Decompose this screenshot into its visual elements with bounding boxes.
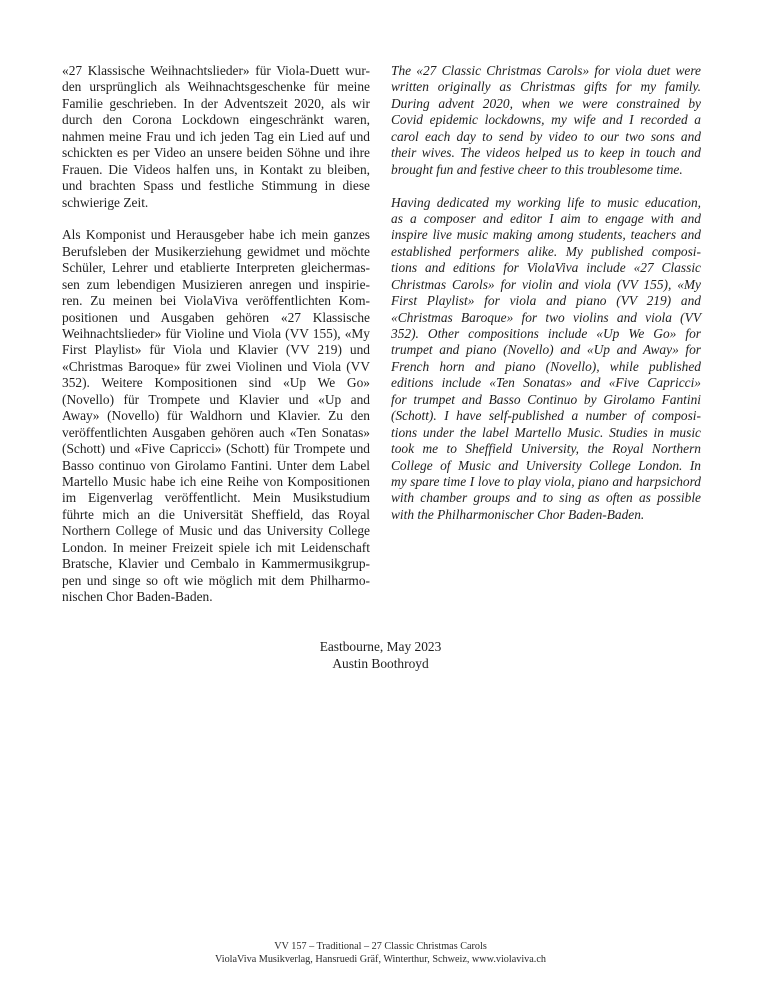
text-line: with the Philharmonischer Chor Baden-Baden. [391, 506, 645, 522]
text-line: Northern College of Music und das University College [62, 523, 370, 539]
text-line: Basso continuo von Girolamo Fantini. Unter dem Label [62, 457, 370, 473]
footer-edition-line: VV 157 – Traditional – 27 Classic Christmas Carols [274, 941, 487, 952]
text-line: with chamber groups and to sing as often as possible [391, 490, 701, 506]
text-line: London. In meiner Freizeit spiele ich mit Leidenschaft [62, 539, 370, 555]
text-line: editions include «Ten Sonatas» and «Five Capricci» [391, 375, 701, 391]
text-line: Frauen. Die Videos halfen uns, in Kontakt zu bleiben, [62, 161, 370, 177]
text-line: brought fun and festive cheer to this troublesome time. [391, 161, 683, 177]
text-line: College of Music and University College London. In [391, 457, 701, 473]
text-line: sen zum lebendigen Musizieren anregen und inspirie- [62, 276, 370, 292]
signature-place-date: Eastbourne, May 2023 [319, 639, 442, 654]
text-line: und brachten Spass und festliche Stimmung in diese [62, 178, 370, 194]
text-line: im Eigenverlag veröffentlicht. Mein Musikstudium [62, 490, 370, 506]
text-line: inspire live music making among students, teachers and [391, 227, 701, 243]
text-line: durch den Corona Lockdown eingeschränkt waren, [62, 112, 370, 128]
text-line: for trumpet and Basso Continuo by Girolamo Fantini [391, 391, 701, 407]
german-paragraph [62, 227, 370, 605]
text-line: Familie geschrieben. In der Adventszeit 2020, als wir [62, 95, 370, 111]
text-line: French horn and piano (Novello), while published [391, 358, 701, 374]
text-line: «Christmas Baroque» für zwei Violinen und Viola (VV [62, 358, 370, 374]
text-line: established performers alike. My published composi- [391, 243, 701, 259]
german-paragraph [62, 63, 370, 211]
text-line: Covid epidemic lockdowns, my wife and I recorded a [391, 112, 701, 128]
text-line: pen und singe so oft wie möglich mit dem Philharmo- [62, 572, 370, 588]
text-line: took me to Sheffield University, the Royal Northern [391, 441, 701, 457]
text-line: schickten es per Video an unsere beiden Söhne und ihre [62, 145, 370, 161]
text-line: carol each day to send by video to our two sons and [391, 128, 701, 144]
text-line: «27 Klassische Weihnachtslieder» für Viola-Duett wur- [62, 63, 370, 78]
text-line: 352). Weitere Kompositionen sind «Up We Go» [62, 375, 370, 391]
text-line: tions and editions for ViolaViva include «27 Classic [391, 260, 701, 276]
text-line: The «27 Classic Christmas Carols» for viola duet were [391, 63, 701, 78]
english-paragraph [391, 195, 701, 524]
text-line: nischen Chor Baden-Baden. [62, 589, 213, 604]
text-line: (Schott). I have self-published a number of composi- [391, 408, 701, 424]
text-line: positionen und Ausgaben gehören «27 Klassische [62, 309, 370, 325]
text-line: ren. Zu meinen bei ViolaViva veröffentlichten Kom- [62, 293, 370, 309]
text-line: Away» (Novello) für Waldhorn und Klavier. Zu den [62, 408, 370, 424]
text-line: führte mich an die Universität Sheffield, das Royal [62, 506, 370, 522]
text-line: Schüler, Lehrer und etablierte Interpreten gleichermas- [62, 260, 370, 276]
text-line: written originally as Christmas gifts for my family. [391, 79, 701, 95]
text-line: Christmas Carols» for violin and viola (VV 155), «My [391, 276, 701, 292]
signature-author: Austin Boothroyd [332, 655, 429, 671]
text-line: During advent 2020, when we were constrained by [391, 95, 701, 111]
text-line: 352). Other compositions include «Up We Go» for [391, 326, 701, 341]
text-line: First Playlist» für Viola und Klavier (VV 219) und [62, 342, 370, 358]
text-line: Als Komponist und Herausgeber habe ich mein ganzes [62, 227, 370, 243]
text-line: trumpet and piano (Novello) and «Up and Away» for [391, 342, 701, 358]
english-paragraph [391, 63, 701, 178]
page-footer [0, 941, 761, 966]
text-line: as a composer and editor I aim to engage with and [391, 210, 701, 226]
text-line: (Schott) und «Five Capricci» (Schott) für Trompete und [62, 441, 370, 457]
text-line: (Novello) für Trompete und Klavier und «Up and [62, 391, 370, 407]
text-line: schwierige Zeit. [62, 194, 149, 210]
text-line: Having dedicated my working life to music education, [391, 194, 701, 210]
text-line: my spare time I love to play viola, piano and harpsichord [391, 473, 701, 489]
german-text-column [62, 63, 370, 622]
text-line: tions under the label Martello Music. Studies in music [391, 424, 701, 440]
text-line: veröffentlichten Ausgaben gehören auch «Ten Sonatas» [62, 424, 370, 440]
text-line: Martello Music habe ich eine Reihe von Kompositionen [62, 473, 370, 489]
footer-publisher-line: ViolaViva Musikverlag, Hansruedi Gräf, Winterthur, Schweiz, www.violaviva.ch [215, 953, 546, 965]
text-line: nahmen meine Frau und ich jeden Tag ein Lied auf und [62, 128, 370, 144]
text-line: Bratsche, Klavier und Cembalo in Kammermusikgrup- [62, 556, 370, 572]
signature-block [0, 639, 761, 672]
text-line: their wives. The videos helped us to keep in touch and [391, 145, 701, 161]
text-line: den ursprünglich als Weihnachtsgeschenke für meine [62, 79, 370, 95]
text-line: First Playlist» for viola and piano (VV 219) and [391, 293, 701, 309]
text-line: Berufsleben der Musikerziehung gewidmet und möchte [62, 243, 370, 259]
english-text-column [391, 63, 701, 540]
text-line: Weihnachtslieder» für Violine und Viola (VV 155), «My [62, 326, 370, 341]
text-line: «Christmas Baroque» for two violins and viola (VV [391, 309, 701, 325]
